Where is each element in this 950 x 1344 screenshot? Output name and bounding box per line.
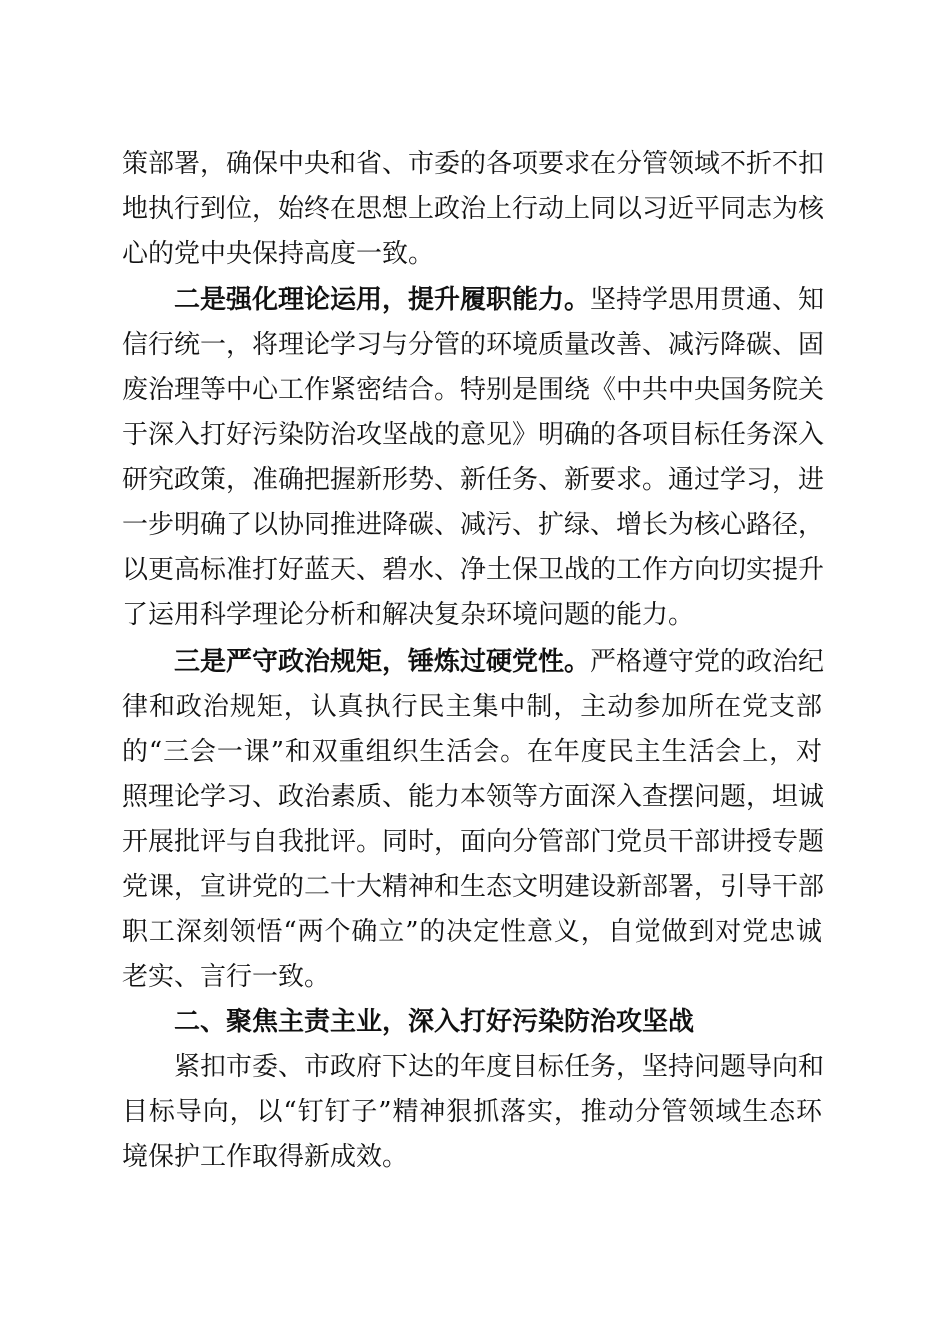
paragraph-1-line-3: 心的党中央保持高度一致。 [122,239,435,269]
paragraph-2-first-rest: 坚持学思用贯通、知 [590,285,825,315]
paragraph-3-line-8: 老实、言行一致。 [122,962,331,992]
paragraph-2-line-1 [0,280,950,320]
paragraph-3-first-rest: 严格遵守党的政治纪 [590,647,825,677]
paragraph-4-line-3: 境保护工作取得新成效。 [122,1142,409,1172]
paragraph-3-line-6: 党课，宣讲党的二十大精神和生态文明建设新部署，引导干部 [122,872,825,902]
paragraph-2-line-8: 了运用科学理论分析和解决复杂环境问题的能力。 [122,600,695,630]
paragraph-2-line-7: 以更高标准打好蓝天、碧水、净土保卫战的工作方向切实提升 [122,555,825,585]
paragraph-4-line-2: 目标导向，以“钉钉子”精神狠抓落实，推动分管领域生态环 [122,1097,822,1127]
paragraph-2-line-2: 信行统一，将理论学习与分管的环境质量改善、减污降碳、固 [122,330,825,360]
paragraph-3-line-3: 的“三会一课”和双重组织生活会。在年度民主生活会上，对 [122,737,822,767]
paragraph-2-line-5: 研究政策，准确把握新形势、新任务、新要求。通过学习，进 [122,465,825,495]
paragraph-4-line-1: 紧扣市委、市政府下达的年度目标任务，坚持问题导向和 [174,1052,825,1082]
paragraph-3-line-2: 律和政治规矩，认真执行民主集中制，主动参加所在党支部 [122,692,822,722]
paragraph-2-lead: 二是强化理论运用，提升履职能力。 [174,285,591,315]
paragraph-1-line-1: 策部署，确保中央和省、市委的各项要求在分管领域不折不扣 [122,149,825,179]
paragraph-2-line-3: 废治理等中心工作紧密结合。特别是围绕《中共中央国务院关 [122,375,825,405]
paragraph-3-line-1 [0,642,950,682]
paragraph-3-lead: 三是严守政治规矩，锤炼过硬党性。 [174,647,591,677]
paragraph-2-line-6: 一步明确了以协同推进降碳、减污、扩绿、增长为核心路径， [122,510,825,540]
paragraph-3-line-5: 开展批评与自我批评。同时，面向分管部门党员干部讲授专题 [122,827,825,857]
paragraph-3-line-7: 职工深刻领悟“两个确立”的决定性意义，自觉做到对党忠诚 [122,917,822,947]
paragraph-3-line-4: 照理论学习、政治素质、能力本领等方面深入查摆问题，坦诚 [122,782,825,812]
paragraph-1-line-2: 地执行到位，始终在思想上政治上行动上同以习近平同志为核 [122,194,825,224]
paragraph-2-line-4: 于深入打好污染防治攻坚战的意见》明确的各项目标任务深入 [122,420,825,450]
section-heading-2: 二、聚焦主责主业，深入打好污染防治攻坚战 [174,1007,695,1037]
